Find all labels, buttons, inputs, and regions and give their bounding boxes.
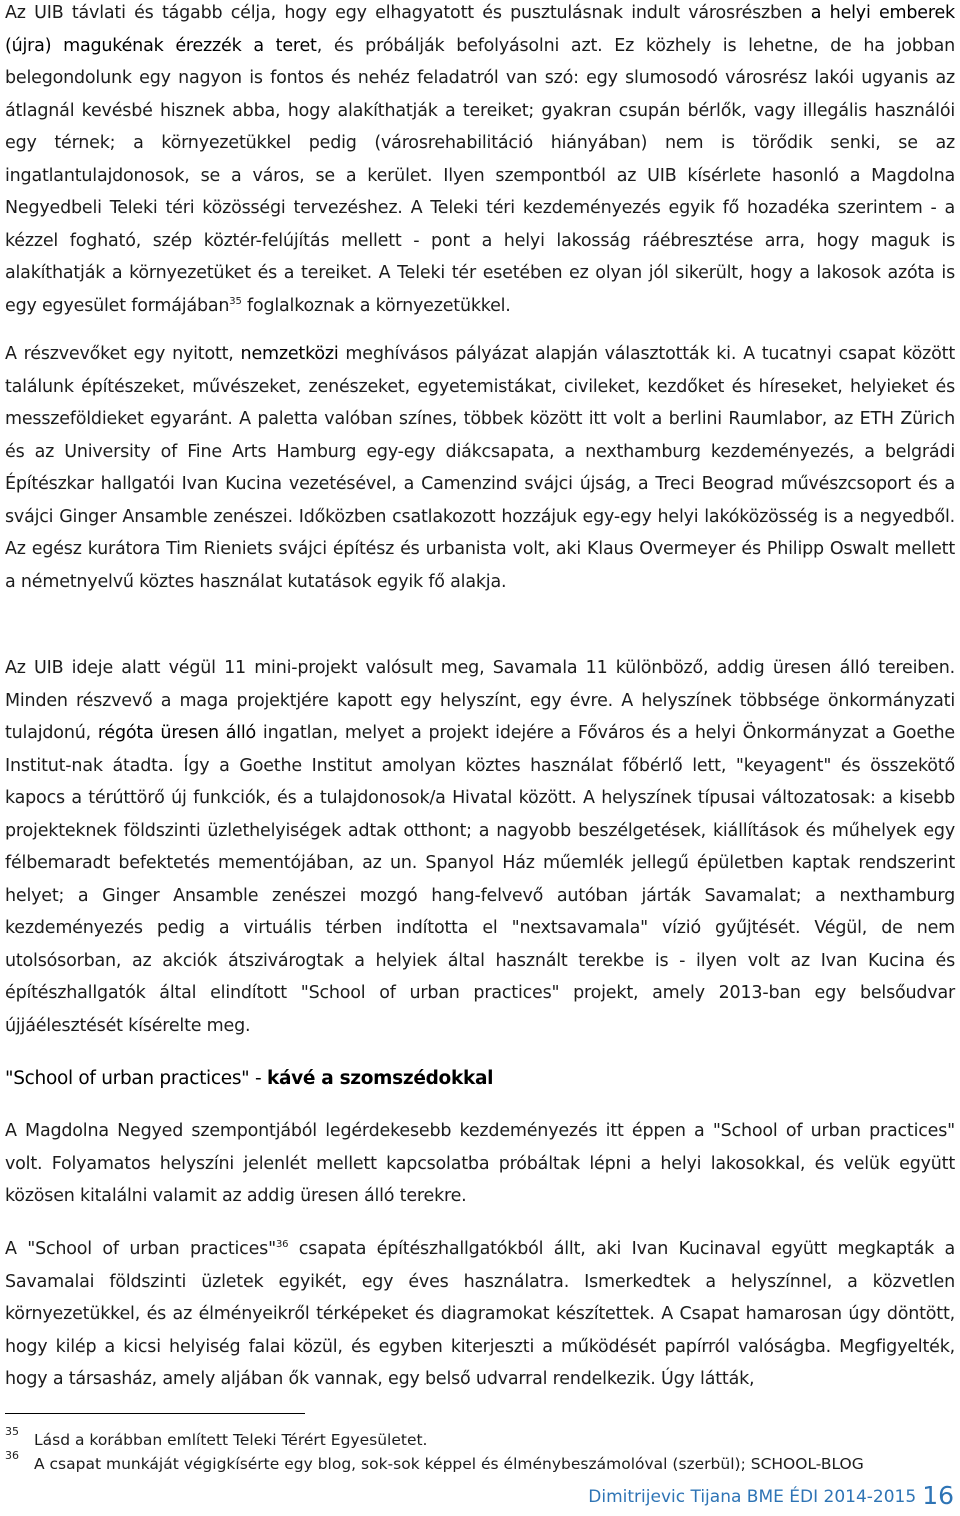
paragraph-5-text-a: A "School of urban practices" [5,1239,276,1259]
paragraph-5 [5,1233,955,1396]
paragraph-1-text-d: foglalkoznak a környezetükkel. [241,295,511,316]
footnote-text: Lásd a korábban említett Teleki Térért Egyesületet. [34,1431,428,1449]
paragraph-1-highlight: a helyi emberek (újra) magukénak érezzék a teret [5,3,955,56]
paragraph-3-text-c: ingatlan, melyet a projekt idejére a Főváros és a helyi Önkormányzat a Goethe Institut-nak átadta. Így a Goethe Institut amolyan köztes használat főbérlő lett, "keyagent" és összekötő kapocs a térúttörő új funkciók, és a tulajdonosok/a Hivatal között. A helyszínek típusai változatosak: a kisebb projekteknek földszinti üzlethelyiségek adtak otthont; a nagyobb beszélgetések, kiállítások és műhelyek egy félbemaradt befektetés mementójában, az un. Spanyol Ház műemlék jellegű épületben kaptak rendszerint helyet; a Ginger Ansamble zenészei mozgó hang-felvevő autóban járták Savamalat; a nexthamburg kezdeményezés pedig a virtuális térben indította el "nextsavamala" vízió gyűjtését. Végül, de nem utolsósorban, az akciók átszivárogtak a helyiek által használt terekbe is - ilyen volt az Ivan Kucina és építészhallgatók által elindított "School of urban practices" projekt, amely 2013-ban egy belsőudvar újjáélesztését kísérelte meg. [5,723,955,1036]
paragraph-5-text-b: csapata építészhallgatókból állt, aki Ivan Kucinaval együtt megkapták a Savamalai földszinti üzletek egyikét, egy éves használatra. Ismerkedtek a helyszínnel, a közvetlen környezetükkel, és az élményeikről térképeket és diagramokat készítettek. A Csapat hamarosan úgy döntött, hogy kilép a kicsi helyiség falai közül, és egyben kiterjeszti a működését papírról valóságba. Megfigyelték, hogy a társasház, amely aljában ők vannak, egy belső udvarral rendelkezik. Úgy látták, [5,1239,956,1389]
page-number: 16 [922,1481,954,1510]
paragraph-2 [5,338,955,598]
paragraph-1-text-c: , és próbálják befolyásolni azt. Ez közhely is lehetne, de ha jobban belegondolunk egy nagyon is fontos és nehéz feladatról van szó: egy slumosodó városrész lakói ugyanis az átlagnál kevésbé hisznek abba, hogy alakíthatják a tereiket; gyakran csupán bérlők, vagy illegális használói egy térnek; a környezetükkel pedig (városrehabilitáció hiányában) nem is törődik senki, se az ingatlantulajdonosok, se a város, se a kerület. Ilyen szempontból az UIB kísérlete hasonló a Magdolna Negyedbeli Teleki téri közösségi tervezéshez. A Teleki téri kezdeményezés egyik fő hozadéka szerintem - a kézzel fogható, szép köztér-felújítás mellett - pont a helyi lakosság ráébresztése arra, hogy maguk is alakíthatják a környezetüket és a tereiket. A Teleki tér esetében ez olyan jól sikerült, hogy a lakosok azóta is egy egyesület formájában [5,35,956,316]
section-heading-separator: - [249,1068,267,1089]
footnote-separator [5,1413,305,1414]
footnote-number: 35 [5,1425,19,1438]
section-heading-subtitle: kávé a szomszédokkal [266,1068,494,1089]
footer-author-text: Dimitrijevic Tijana BME ÉDI 2014-2015 [588,1487,917,1507]
paragraph-1 [5,0,955,322]
section-heading [5,1063,493,1095]
paragraph-3-text-a: Az UIB ideje alatt végül 11 mini-projekt valósult meg, Savamala 11 különböző, addig üresen álló tereiben. Minden részvevő a maga projektjére kapott egy helyszínt, egy évre. A helyszínek többsége önkormányzati tulajdonú, [5,658,955,743]
footnote-ref-36[interactable]: 36 [275,1239,289,1251]
paragraph-2-highlight: nemzetközi [240,344,339,364]
paragraph-1-text-a: Az UIB távlati és tágabb célja, hogy egy elhagyatott és pusztulásnak indult városrészben [5,3,811,23]
page-footer [588,1481,954,1512]
footnote-text[interactable]: A csapat munkáját végigkísérte egy blog, sok-sok képpel és élménybeszámolóval (szerbül); SCHOOL-BLOG [34,1455,864,1473]
paragraph-3 [5,652,955,1042]
paragraph-2-text-c: meghívásos pályázat alapján választották ki. A tucatnyi csapat között találunk építészeket, művészeket, zenészeket, egyetemistákat, civileket, kezdőket és híreseket, helyieket és messzeföldieket egyaránt. A paletta valóban színes, többek között itt volt a berlini Raumlabor, az ETH Zürich és az University of Fine Arts Hamburg egy-egy diákcsapata, a nexthamburg kezdeményezés, a belgrádi Építészkar hallgatói Ivan Kucina vezetésével, a Camenzind svájci újság, a Treci Beograd művészcsoport és a svájci Ginger Ansamble zenészei. Időközben csatlakozott hozzájuk egy-egy helyi lakóközösség is a negyedből. Az egész kurátora Tim Rieniets svájci építész és urbanista volt, aki Klaus Overmeyer és Philipp Oswalt mellett a németnyelvű köztes használat kutatások egyik fő alakja. [5,344,955,592]
footnote-ref-35[interactable]: 35 [229,295,242,307]
section-heading-title: "School of urban practices" [5,1068,250,1089]
paragraph-4: A Magdolna Negyed szempontjából legérdekesebb kezdeményezés itt éppen a "School of urban practices" volt. Folyamatos helyszíni jelenlét mellett kapcsolatba próbáltak lépni a helyi lakosokkal, és velük együtt közösen kitalálni valamit az addig üresen álló terekre. [5,1121,955,1206]
paragraph-3-highlight: régóta üresen álló [97,723,257,743]
footnote-number: 36 [5,1449,19,1462]
paragraph-2-text-a: A részvevőket egy nyitott, [5,344,241,364]
